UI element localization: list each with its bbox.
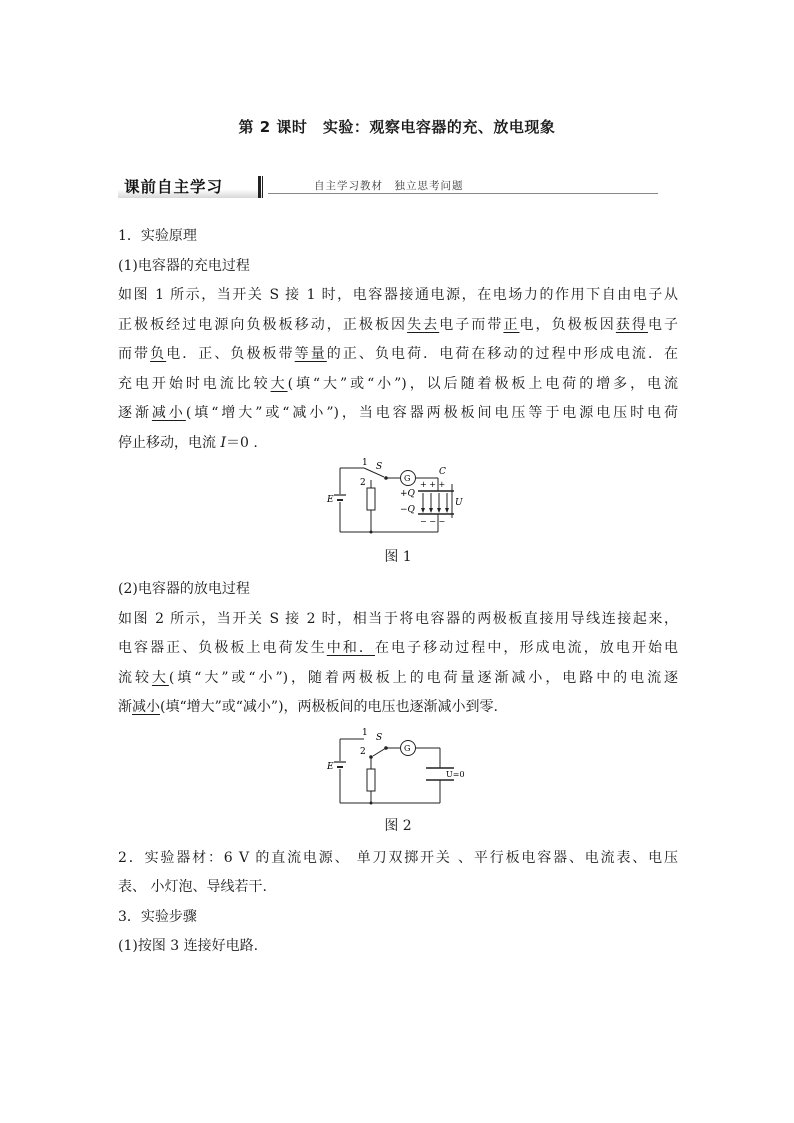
label-1: 1	[362, 727, 368, 738]
paragraph-line: 如图 2 所示，当开关 S 接 2 时，相当于将电容器的两极板直接用导线连接起来，	[118, 610, 678, 627]
answer-blank: 减小	[132, 699, 160, 715]
figure-1	[118, 458, 678, 540]
label-1: 1	[362, 458, 368, 468]
label-E: E	[327, 495, 334, 505]
answer-blank: 失去	[407, 316, 440, 333]
label-U: U	[455, 498, 463, 508]
label-S: S	[376, 732, 383, 743]
text: (填“大”或“小”)，随着两极板上的电荷量逐渐减小，电路中的电流逐	[168, 669, 679, 686]
label-2: 2	[360, 478, 366, 488]
section-banner	[118, 174, 658, 200]
subheading-charging: (1)电容器的充电过程	[118, 257, 250, 274]
main-content	[118, 222, 678, 962]
text: 充电开始时电流比较	[118, 375, 271, 392]
paragraph-line	[118, 693, 678, 723]
text: (填“大”或“小”)，以后随着极板上电荷的增多，电流	[287, 375, 679, 392]
discharging-circuit-diagram	[118, 723, 678, 809]
text: 流较	[118, 669, 152, 686]
paragraph-line	[118, 664, 678, 694]
label-plusQ: +Q	[400, 489, 415, 499]
section-equipment-line: 2．实验器材：6 V 的直流电源、 单刀双掷开关 、平行板电容器、电流表、电压	[118, 849, 678, 866]
text: 的正、负电荷．电荷在移动的过程中形成电流．在	[326, 346, 679, 362]
banner-bars	[258, 176, 264, 198]
section-equipment-line: 表、 小灯泡、导线若干.	[118, 879, 267, 895]
page-title: 第 2 课时 实验：观察电容器的充、放电现象	[238, 118, 556, 136]
answer-blank: 中和．	[326, 640, 375, 656]
text: 电．正、负极板带	[166, 346, 295, 362]
paragraph-line	[118, 429, 678, 459]
text: 电容器正、负极板上电荷发生	[118, 640, 327, 656]
text: 电子	[647, 316, 679, 333]
text: 而带	[118, 346, 151, 362]
text: 渐	[118, 699, 132, 715]
text: 正极板经过电源向负极板移动，正极板因	[118, 316, 408, 333]
step-line: (1)按图 3 连接好电路.	[118, 938, 259, 954]
banner-subtitle: 自主学习教材 独立思考问题	[314, 180, 464, 192]
text: 在电子移动过程中，形成电流，放电开始电	[374, 640, 679, 656]
label-S: S	[376, 462, 383, 472]
label-2: 2	[360, 746, 366, 757]
answer-blank: 大	[270, 375, 288, 392]
banner-rule	[268, 193, 658, 194]
banner-label: 课前自主学习	[118, 176, 262, 198]
current-symbol: I	[220, 434, 226, 451]
label-U0: U=0	[446, 769, 465, 779]
galvanometer-G: G	[404, 743, 411, 753]
answer-blank: 减小	[151, 405, 186, 421]
paragraph-line	[118, 311, 678, 341]
plus-signs: + + +	[420, 480, 446, 489]
galvanometer-G: G	[404, 474, 411, 483]
answer-blank: 正	[503, 316, 520, 333]
paragraph-line	[118, 634, 678, 664]
text: (填“增大”或“减小”)，两极板间的电压也逐渐减小到零.	[160, 699, 499, 715]
label-minusQ: −Q	[400, 505, 415, 515]
paragraph-line	[118, 399, 678, 429]
text: 电，负极板因	[519, 316, 616, 333]
text: 逐渐	[118, 405, 152, 421]
figure-2-caption: 图 2	[384, 817, 412, 834]
label-E: E	[327, 761, 334, 772]
figure-2	[118, 723, 678, 809]
figure-1-caption: 图 1	[384, 549, 412, 565]
answer-blank: 大	[151, 669, 169, 686]
text: ＝0 .	[225, 434, 258, 451]
paragraph-line	[118, 340, 678, 370]
section-heading-steps: 3．实验步骤	[118, 908, 197, 925]
text: (填“增大”或“减小”)，当电容器两极板间电压等于电源电压时电荷	[185, 405, 679, 421]
subheading-discharging: (2)电容器的放电过程	[118, 581, 250, 597]
section-heading-principle: 1．实验原理	[118, 228, 197, 244]
text: 停止移动，电流	[118, 434, 221, 451]
text: 电子而带	[439, 316, 504, 333]
paragraph-line	[118, 370, 678, 400]
answer-blank: 负	[150, 346, 167, 362]
paragraph-line: 如图 1 所示，当开关 S 接 1 时，电容器接通电源，在电场力的作用下自由电子从	[118, 287, 678, 303]
answer-blank: 等量	[294, 346, 327, 362]
answer-blank: 获得	[615, 316, 648, 333]
charging-circuit-diagram	[118, 458, 678, 540]
minus-signs: − − −	[420, 517, 446, 526]
label-C: C	[439, 467, 446, 477]
